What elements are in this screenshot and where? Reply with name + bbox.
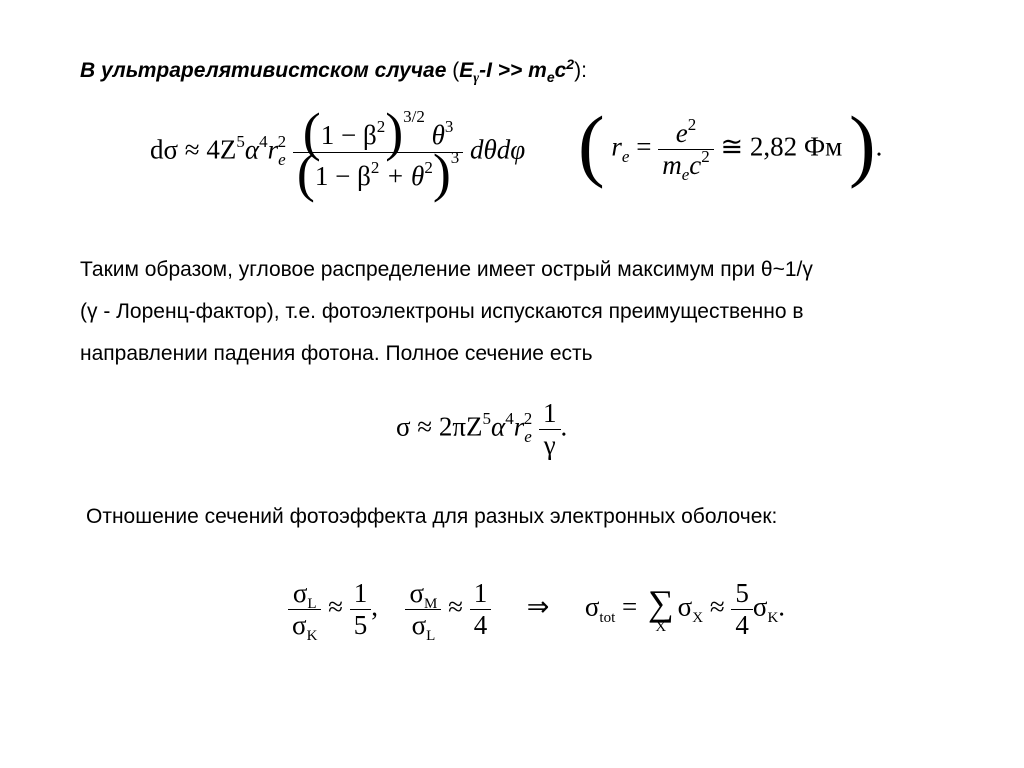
heading-text: В ультрарелятивистском случае bbox=[80, 59, 447, 82]
f1-num-theta: θ bbox=[431, 120, 445, 150]
heading-two-sup: 2 bbox=[566, 56, 575, 72]
f3-sum-sub: X bbox=[655, 618, 667, 635]
f1-lhs: dσ ≈ 4Z bbox=[150, 134, 237, 165]
re-paren-left: ( bbox=[578, 101, 605, 190]
re-equals: = bbox=[636, 131, 652, 162]
f1-den-theta-pow: 2 bbox=[424, 158, 433, 177]
f3-ml-num-sigma: σ bbox=[409, 578, 425, 608]
section-heading bbox=[80, 56, 587, 87]
f1-den-exp: 3 bbox=[450, 148, 460, 167]
formula-dsigma bbox=[150, 102, 526, 203]
paragraph-shells: Отношение сечений фотоэффекта для разных электронных оболочек: bbox=[86, 505, 778, 528]
f3-value-1-5 bbox=[350, 578, 372, 641]
re-approx: ≅ 2,82 Фм bbox=[720, 131, 843, 162]
re-paren-right: ) bbox=[849, 101, 876, 190]
heading-e-sub: e bbox=[546, 69, 555, 86]
formula-sigma-total bbox=[396, 398, 567, 461]
re-den-m: m bbox=[662, 150, 682, 180]
f1-fraction bbox=[293, 102, 463, 203]
f2-r: r bbox=[513, 411, 525, 442]
f2-r-sub: e bbox=[524, 426, 532, 446]
f3-value-5-4 bbox=[731, 578, 753, 641]
re-r-sub: e bbox=[621, 146, 630, 166]
f2-end: . bbox=[560, 411, 568, 442]
re-r: r bbox=[611, 131, 622, 162]
paragraph-line-3: направлении падения фотона. Полное сечение есть bbox=[80, 342, 593, 365]
f3-r3-num: 5 bbox=[735, 578, 749, 608]
f3-r1-den: 5 bbox=[353, 610, 368, 640]
f3-ml-num-sub: M bbox=[424, 596, 438, 612]
f3-ml-den bbox=[405, 610, 441, 644]
f3-k-sub: K bbox=[767, 609, 779, 626]
f3-ratio-ml bbox=[405, 578, 441, 644]
f3-sum bbox=[644, 582, 678, 635]
f3-approx-1: ≈ bbox=[328, 591, 343, 622]
f1-den-inner: 1 − β bbox=[314, 161, 371, 191]
f1-num-theta-pow: 3 bbox=[444, 117, 454, 136]
f1-z-pow: 5 bbox=[236, 131, 245, 151]
f1-numerator: $(1 - \beta^2)^{3/2}$ $\theta^3$ bbox=[302, 102, 454, 162]
f2-alpha: α bbox=[491, 411, 506, 442]
re-numerator bbox=[658, 115, 714, 149]
re-den-c: c bbox=[689, 150, 702, 180]
f2-lhs: σ ≈ 2πZ bbox=[396, 411, 483, 442]
f1-r: r bbox=[267, 134, 279, 165]
paragraph-line-2: (γ - Лоренц-фактор), т.е. фотоэлектроны испускаются преимущественно в bbox=[80, 300, 804, 323]
f3-approx-3: ≈ bbox=[709, 591, 725, 622]
f2-frac-num: 1 bbox=[543, 398, 557, 428]
f1-r-pow: 2 bbox=[277, 131, 287, 151]
f3-comma: , bbox=[371, 591, 378, 622]
f3-x-sub: X bbox=[692, 609, 704, 626]
f3-sum-symbol: ∑ bbox=[647, 582, 674, 623]
f2-r-pow: 2 bbox=[523, 408, 533, 428]
heading-paren-close: ): bbox=[574, 59, 587, 82]
re-den-pow: 2 bbox=[701, 147, 710, 166]
re-num-pow: 2 bbox=[687, 115, 697, 134]
f3-sigma-x: σ bbox=[677, 591, 693, 622]
f3-r1-num: 1 bbox=[353, 578, 368, 608]
paragraph-angular bbox=[80, 249, 813, 375]
f3-ml-den-sub: L bbox=[426, 628, 436, 644]
f1-denominator: $(1 - \beta^2 + \theta^2)^3$ bbox=[296, 143, 460, 203]
f3-value-1-4 bbox=[470, 578, 492, 641]
f3-sigma-tot: σ bbox=[584, 591, 600, 622]
f1-num-beta-pow: 2 bbox=[376, 117, 386, 136]
f3-ml-num bbox=[405, 578, 441, 612]
re-fraction bbox=[658, 115, 714, 184]
f1-alpha: α bbox=[244, 134, 260, 165]
f3-r2-num: 1 bbox=[473, 578, 488, 608]
f3-lk-num bbox=[288, 578, 321, 612]
formula-ratios bbox=[288, 578, 786, 644]
f2-z-pow: 5 bbox=[482, 408, 491, 428]
re-den-sub: e bbox=[681, 165, 690, 184]
re-denominator bbox=[658, 147, 714, 184]
paragraph-line-1: Таким образом, угловое распределение имеет острый максимум при θ~1/γ bbox=[80, 258, 813, 281]
heading-minus-i: -I >> m bbox=[479, 59, 547, 82]
re-end: . bbox=[875, 131, 883, 162]
f3-end: . bbox=[778, 591, 786, 622]
f3-ml-den-sigma: σ bbox=[411, 610, 427, 640]
f1-r-sub: e bbox=[278, 149, 286, 169]
f2-alpha-pow: 4 bbox=[505, 408, 514, 428]
f2-fraction bbox=[539, 398, 561, 461]
heading-c-letter: c bbox=[554, 59, 567, 82]
f3-implies: ⇒ bbox=[526, 591, 550, 622]
re-num: e bbox=[675, 118, 688, 148]
f3-lk-den bbox=[288, 610, 321, 644]
heading-gamma-sub: γ bbox=[473, 71, 480, 87]
f3-lk-num-sigma: σ bbox=[292, 578, 308, 608]
f1-alpha-pow: 4 bbox=[259, 131, 268, 151]
heading-e-letter: E bbox=[459, 59, 474, 82]
f3-r2-den: 4 bbox=[473, 610, 488, 640]
f1-den-beta-pow: 2 bbox=[370, 158, 380, 177]
f3-lk-den-sub: K bbox=[306, 628, 318, 644]
f1-tail: dθdφ bbox=[470, 134, 526, 165]
heading-paren-open: ( bbox=[452, 59, 460, 82]
f3-lk-den-sigma: σ bbox=[292, 610, 307, 640]
formula-re bbox=[578, 101, 883, 190]
f3-r3-den: 4 bbox=[735, 610, 749, 640]
f1-num-exp: 3/2 bbox=[403, 107, 425, 126]
f3-sigma-k: σ bbox=[752, 591, 768, 622]
f3-ratio-lk bbox=[288, 578, 321, 644]
f3-tot-sub: tot bbox=[599, 609, 616, 626]
f2-frac-den: γ bbox=[543, 430, 556, 460]
f3-lk-num-sub: L bbox=[307, 596, 317, 612]
f3-equals: = bbox=[622, 591, 638, 622]
f1-den-plus: + θ bbox=[379, 161, 425, 191]
f3-approx-2: ≈ bbox=[448, 591, 463, 622]
f1-num-inner: 1 − β bbox=[320, 120, 377, 150]
